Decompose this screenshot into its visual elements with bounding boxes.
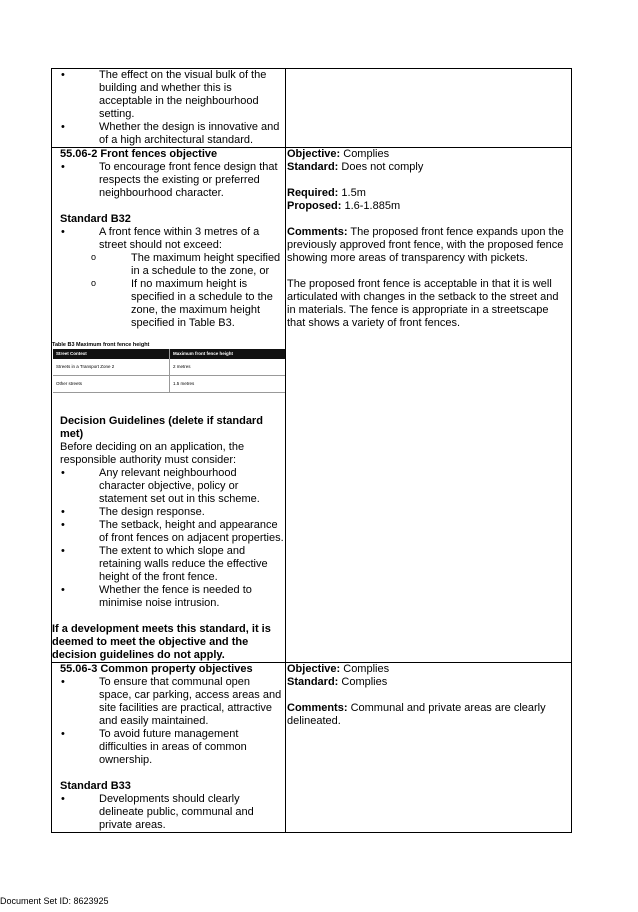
- list-item: o If no maximum height is specified in a schedule to the zone, the maximum height specified in Table B3.: [52, 278, 285, 330]
- label: Required:: [287, 187, 339, 199]
- list-item: • Whether the design is innovative and of a high architectural standard.: [52, 121, 285, 147]
- closing-statement: If a development meets this standard, it is deemed to meet the objective and the decision guidelines do not apply.: [52, 623, 271, 661]
- value: 1.6-1.885m: [341, 200, 401, 212]
- table-row: [51, 663, 572, 833]
- document-set-id: Document Set ID: 8623925: [0, 896, 109, 906]
- left-cell: [52, 148, 286, 662]
- label: Comments:: [287, 226, 348, 238]
- table-cell: Other streets: [53, 376, 170, 393]
- standard-heading: Standard B33: [60, 780, 131, 792]
- bullet-list: [52, 793, 285, 832]
- bullet-list: [52, 226, 285, 252]
- comments-line: [287, 702, 569, 728]
- section-heading: 55.06-2 Front fences objective: [60, 148, 218, 160]
- list-item: • The design response.: [52, 506, 285, 519]
- list-item: • To ensure that communal open space, car parking, access areas and site facilities are practical, attractive and easily maintained.: [52, 676, 285, 728]
- standard-line: [287, 676, 569, 689]
- objective-line: [287, 663, 569, 676]
- table-cell: Streets in a Transport Zone 2: [53, 359, 170, 376]
- bullet-list: [52, 69, 285, 147]
- value: Complies: [338, 676, 388, 688]
- guidelines-intro: Before deciding on an application, the responsible authority must consider:: [60, 441, 245, 466]
- table-title: Table B3 Maximum front fence height: [52, 342, 150, 348]
- value: The proposed front fence expands upon the previously approved front fence, with the proposed fence showing more areas of transparency with pickets.: [287, 226, 564, 264]
- label: Comments:: [287, 702, 348, 714]
- list-item: • A front fence within 3 metres of a street should not exceed:: [52, 226, 285, 252]
- guidelines-heading: Decision Guidelines (delete if standard met): [60, 415, 263, 440]
- right-cell: [286, 663, 571, 832]
- left-cell: [52, 69, 286, 147]
- right-cell: [286, 148, 571, 662]
- standard-heading: Standard B32: [60, 213, 131, 225]
- list-item: o The maximum height specified in a schedule to the zone, or: [52, 252, 285, 278]
- sub-bullet-list: [52, 252, 285, 330]
- comments-paragraph: The proposed front fence is acceptable in that it is well articulated with changes in the setback to the street and in materials. The fence is appropriate in a streetscape that shows a variety of front fences.: [287, 278, 559, 329]
- value: Complies: [340, 148, 390, 160]
- value: Complies: [340, 663, 390, 675]
- objective-line: [287, 148, 569, 161]
- bullet-list: [52, 467, 285, 610]
- label: Standard:: [287, 161, 339, 173]
- table-cell: 1.5 metres: [170, 376, 286, 393]
- column-header: Maximum front fence height: [170, 349, 286, 359]
- section-heading: 55.06-3 Common property objectives: [60, 663, 253, 675]
- label: Proposed:: [287, 200, 342, 212]
- list-item: • To avoid future management difficulties in areas of common ownership.: [52, 728, 285, 767]
- front-fence-height-table: [53, 349, 285, 393]
- required-line: [287, 187, 569, 200]
- list-item: • The extent to which slope and retaining walls reduce the effective height of the front fence.: [52, 545, 285, 584]
- table-row: [51, 68, 572, 148]
- label: Objective:: [287, 663, 341, 675]
- left-cell: [52, 663, 286, 832]
- label: Standard:: [287, 676, 339, 688]
- column-header: Street Context: [53, 349, 170, 359]
- proposed-line: [287, 200, 569, 213]
- table-row: [51, 148, 572, 663]
- table-cell: 2 metres: [170, 359, 286, 376]
- value: Communal and private areas are clearly delineated.: [287, 702, 546, 727]
- label: Objective:: [287, 148, 341, 160]
- value: Does not comply: [338, 161, 424, 173]
- list-item: • To encourage front fence design that respects the existing or preferred neighbourhood character.: [52, 161, 285, 200]
- value: 1.5m: [338, 187, 366, 199]
- comments-line: [287, 226, 569, 265]
- list-item: • The setback, height and appearance of front fences on adjacent properties.: [52, 519, 285, 545]
- list-item: • Any relevant neighbourhood character objective, policy or statement set out in this scheme.: [52, 467, 285, 506]
- bullet-list: [52, 676, 285, 767]
- bullet-list: [52, 161, 285, 200]
- list-item: • Whether the fence is needed to minimise noise intrusion.: [52, 584, 285, 610]
- table-row: [53, 376, 285, 393]
- list-item: • Developments should clearly delineate public, communal and private areas.: [52, 793, 285, 832]
- standard-line: [287, 161, 569, 174]
- table-row: [53, 359, 285, 376]
- list-item: • The effect on the visual bulk of the building and whether this is acceptable in the neighbourhood setting.: [52, 69, 285, 121]
- right-cell: [286, 69, 571, 147]
- assessment-table: [51, 68, 572, 833]
